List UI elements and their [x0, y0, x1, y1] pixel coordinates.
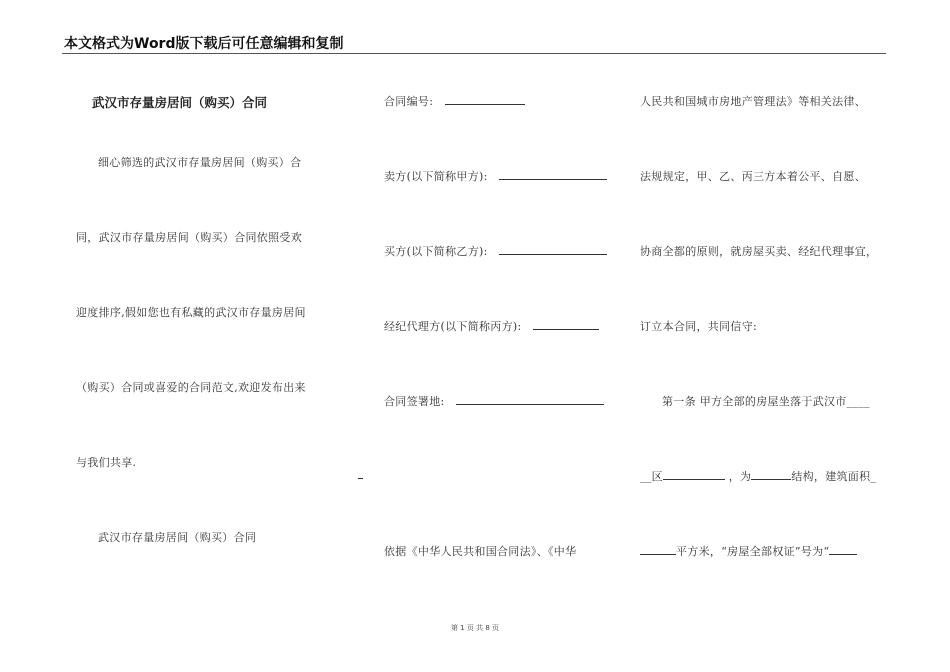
paragraph-line: 法规规定，甲、乙、丙三方本着公平、自愿、 [640, 170, 866, 183]
document-header-title: 本文格式为Word版下载后可任意编辑和复制 [64, 36, 344, 52]
paragraph-line: 依据《中华人民共和国合同法》、《中华 [384, 545, 577, 558]
paragraph-line: 协商全都的原则，就房屋买卖、经纪代理事宜， [640, 245, 878, 258]
contract-number-blank [445, 94, 525, 105]
paragraph-line: 细心筛选的武汉市存量房居间（购买）合 [98, 156, 302, 169]
paragraph-line: （购买）合同或喜爱的合同范文,欢迎发布出来 [76, 381, 306, 394]
district-blank [663, 469, 725, 480]
buyer-label: 买方(以下简称乙方): [384, 245, 488, 258]
sign-place-label: 合同签署地: [384, 395, 445, 408]
document-title: 武汉市存量房居间（购买）合同 [92, 95, 268, 110]
agent-label: 经纪代理方(以下简称丙方): [384, 320, 522, 333]
dash-mark [358, 478, 363, 479]
seller-field [384, 168, 607, 184]
contract-number-field [384, 93, 525, 109]
seller-blank [499, 169, 607, 180]
paragraph-line: 迎度排序,假如您也有私藏的武汉市存量房居间 [76, 306, 306, 319]
agent-field [384, 318, 599, 334]
article-one-line: 第一条 甲方全部的房屋坐落于武汉市____ [662, 395, 870, 408]
area-prefix: 结构，建筑面积_ [791, 470, 877, 483]
agent-blank [533, 319, 599, 330]
district-line [640, 468, 876, 484]
buyer-blank [499, 244, 607, 255]
area-line [640, 543, 857, 559]
certificate-label: 平方米，“房屋全部权证”号为“ [676, 545, 830, 558]
page-number-footer: 第 1 页 共 8 页 [450, 624, 500, 632]
contract-number-label: 合同编号: [384, 95, 434, 108]
sign-place-field [384, 393, 604, 409]
area-blank [640, 544, 676, 555]
paragraph-line: 同，武汉市存量房居间（购买）合同依照受欢 [76, 231, 302, 244]
seller-label: 卖方(以下简称甲方): [384, 170, 488, 183]
sign-place-blank [456, 394, 604, 405]
paragraph-line: 订立本合同，共同信守: [640, 320, 758, 333]
paragraph-line: 与我们共享. [76, 456, 137, 469]
paragraph-line: 人民共和国城市房地产管理法》等相关法律、 [640, 95, 866, 108]
structure-prefix: ，为 [728, 470, 752, 483]
paragraph-line: 武汉市存量房居间（购买）合同 [98, 531, 257, 544]
structure-blank [751, 469, 791, 480]
district-label: __区 [640, 470, 663, 483]
header-divider [62, 53, 886, 54]
buyer-field [384, 243, 607, 259]
certificate-blank [829, 544, 857, 555]
